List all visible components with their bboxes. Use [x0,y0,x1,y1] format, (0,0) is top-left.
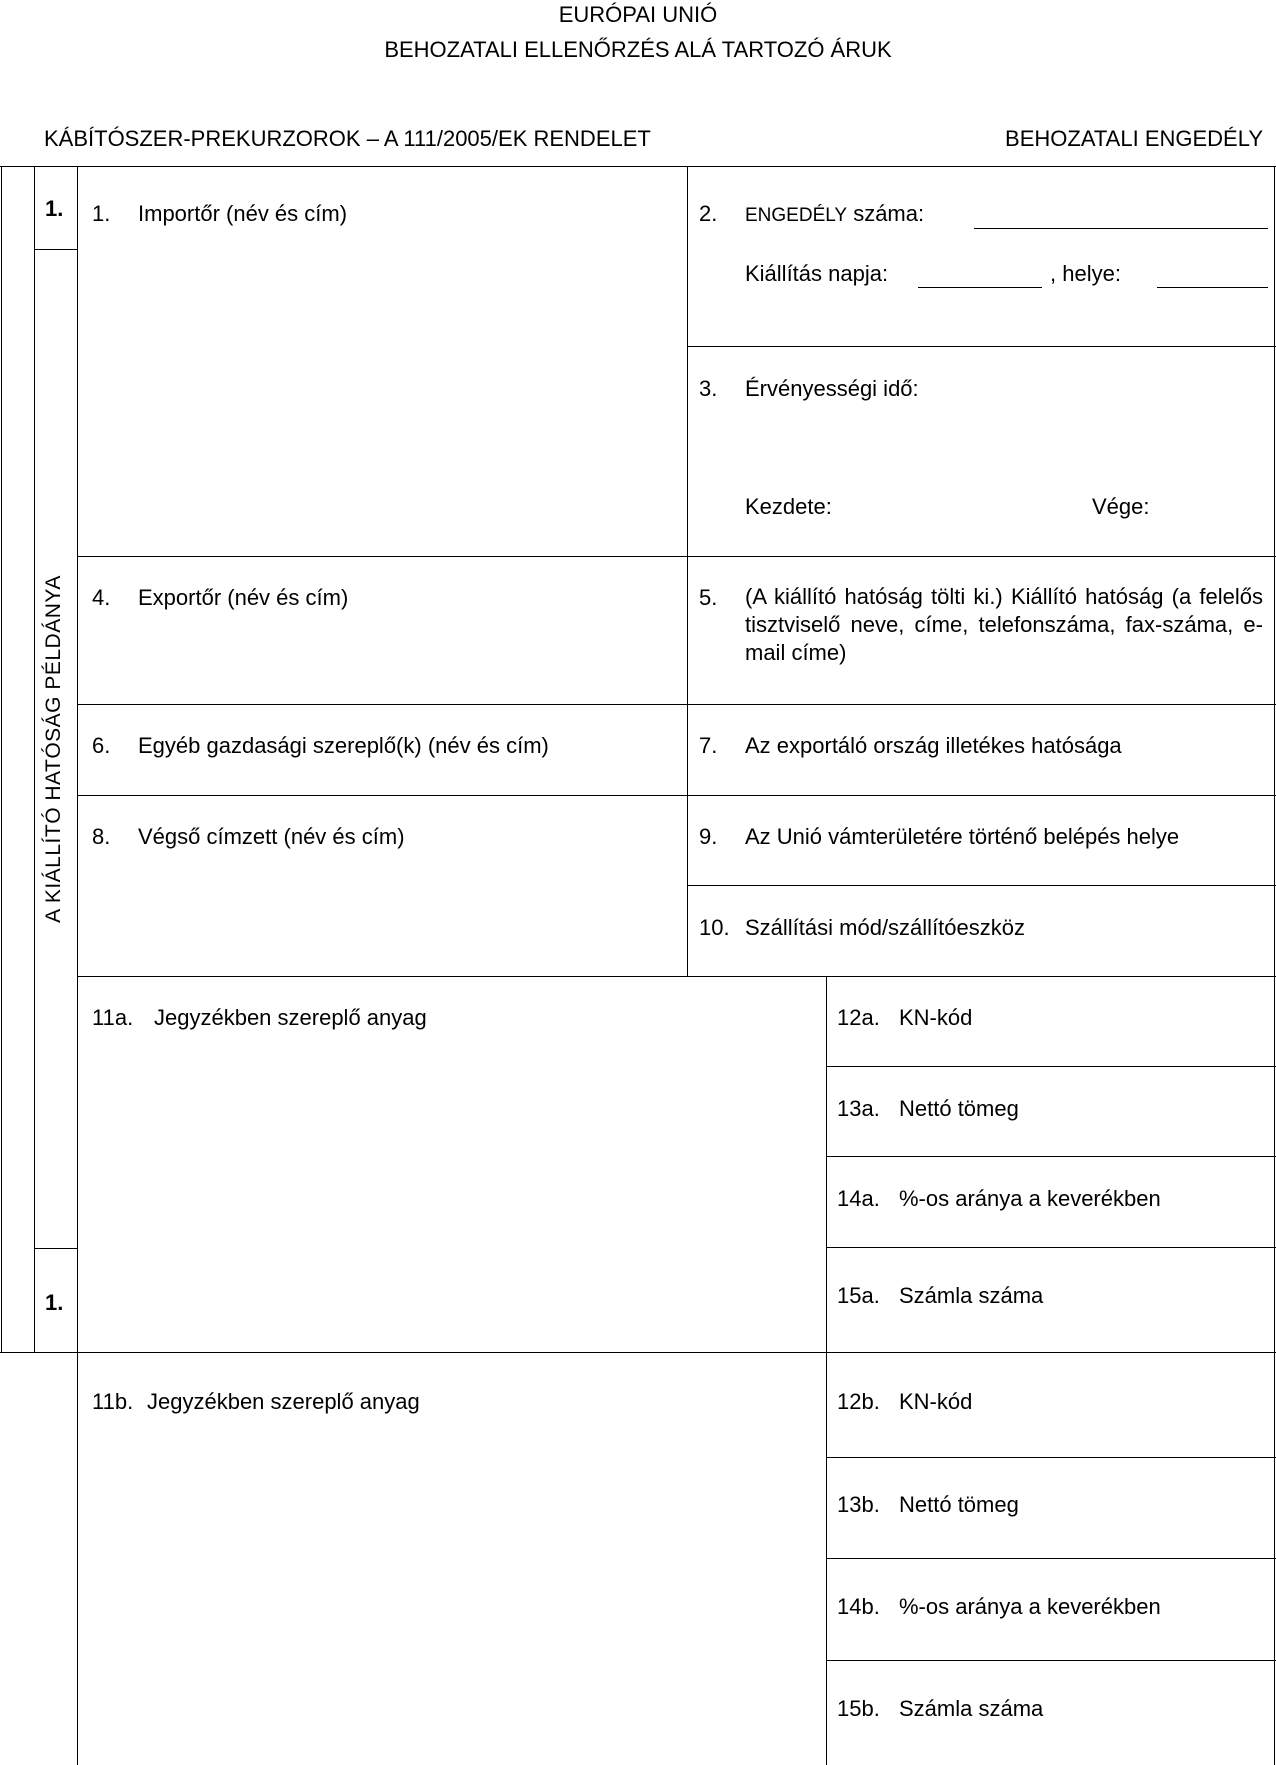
field-transport [699,915,1025,941]
margin-bottom-line [0,1352,78,1353]
field-issuing-authority: (A kiállító hatóság tölti ki.) Kiállító hatóság (a felelős tisztviselő neve, címe, telefonszáma, fax-száma, e-mail címe) [745,584,1263,665]
field-13b-label: Nettó tömeg [899,1492,1019,1517]
field-15b-label: Számla száma [899,1696,1044,1721]
copy-vertical-label: A KIÁLLÍTÓ HATÓSÁG PÉLDÁNYA [42,575,65,923]
field-final-consignee [92,824,405,850]
line-f6-f8 [77,795,1276,796]
issue-place-label: , helye: [1050,261,1121,286]
field-exporter [92,585,348,611]
issue-date-label: Kiállítás napja: [745,261,889,286]
margin-divider-2 [77,166,78,1765]
issue-place-blank [1157,287,1268,288]
line-f13b-f14b [826,1558,1276,1559]
field-invoice-a [837,1283,1043,1309]
field-8-label: Végső címzett (név és cím) [138,824,405,849]
header-subtitle: BEHOZATALI ELLENŐRZÉS ALÁ TARTOZÓ ÁRUK [384,37,892,62]
field-6-number: 6. [92,733,111,758]
field-net-weight-a [837,1096,1019,1122]
field-6-label: Egyéb gazdasági szereplő(k) (név és cím) [138,733,549,758]
upper-center-divider [687,166,688,976]
licence-number-blank [974,228,1268,229]
field-3-number: 3. [699,376,718,401]
field-entry-point [699,824,1179,850]
line-f2-f3 [687,346,1276,347]
line-block-a-b [77,1352,1276,1353]
field-14b-number: 14b. [837,1594,880,1619]
field-importer [92,201,347,227]
line-f12b-f13b [826,1457,1276,1458]
field-11a-label: Jegyzékben szereplő anyag [154,1005,427,1030]
field-13a-label: Nettó tömeg [899,1096,1019,1121]
field-1-number: 1. [92,201,111,226]
header-title: EURÓPAI UNIÓ [558,2,718,27]
field-11b-number: 11b. [92,1389,134,1414]
field-2-number: 2. [699,201,718,226]
form-type-label: BEHOZATALI ENGEDÉLY [1005,126,1263,151]
field-13a-number: 13a. [837,1096,880,1121]
copy-number-top: 1. [45,196,64,221]
field-9-number: 9. [699,824,718,849]
field-2-label-small: ENGEDÉLY [745,205,848,226]
field-5-number: 5. [699,585,718,610]
field-15a-label: Számla száma [899,1283,1044,1308]
field-percentage-b [837,1594,1161,1620]
field-other-operators [92,733,549,759]
line-f14b-f15b [826,1660,1276,1661]
validity-start-label: Kezdete: [745,494,832,519]
field-11b-label: Jegyzékben szereplő anyag [147,1389,420,1414]
margin-divider-1 [34,166,35,1353]
frame-top [0,166,1276,167]
frame-right [1274,166,1275,1765]
field-12b-label: KN-kód [899,1389,973,1414]
line-f3-f4 [77,556,1276,557]
issue-date-blank [918,287,1042,288]
field-15a-number: 15a. [837,1283,880,1308]
field-14a-label: %-os aránya a keverékben [899,1186,1161,1211]
field-validity [699,376,919,402]
field-14a-number: 14a. [837,1186,880,1211]
field-11a-number: 11a. [92,1005,134,1030]
frame-left-outer [1,166,2,1353]
field-1-label: Importőr (név és cím) [138,201,348,226]
field-12b-number: 12b. [837,1389,880,1414]
line-f10-f11a [77,976,1276,977]
validity-end-label: Vége: [1092,494,1150,519]
field-cn-code-b [837,1389,972,1415]
field-13b-number: 13b. [837,1492,880,1517]
copy-number-bottom: 1. [45,1290,64,1315]
field-substance-a [92,1005,427,1031]
field-cn-code-a [837,1005,972,1031]
line-f4-f6 [77,704,1276,705]
regulation-label: KÁBÍTÓSZER-PREKURZOROK – A 111/2005/EK RENDELET [44,126,651,151]
field-12a-label: KN-kód [899,1005,973,1030]
field-8-number: 8. [92,824,111,849]
field-substance-b [92,1389,420,1415]
field-14b-label: %-os aránya a keverékben [899,1594,1161,1619]
field-12a-number: 12a. [837,1005,880,1030]
margin-box-bottom-line [34,1248,77,1249]
field-9-label: Az Unió vámterületére történő belépés helye [745,824,1180,849]
lower-center-divider [826,976,827,1765]
field-4-label: Exportőr (név és cím) [138,585,349,610]
field-invoice-b [837,1696,1043,1722]
field-2-label: száma: [847,201,925,226]
line-f14a-f15a [826,1247,1276,1248]
field-10-number: 10. [699,915,730,940]
line-f9-f10 [687,885,1276,886]
field-percentage-a [837,1186,1161,1212]
margin-box-top-line [34,249,77,250]
field-15b-number: 15b. [837,1696,880,1721]
field-7-number: 7. [699,733,718,758]
field-7-label: Az exportáló ország illetékes hatósága [745,733,1122,758]
field-export-authority [699,733,1122,759]
field-10-label: Szállítási mód/szállítóeszköz [745,915,1025,940]
field-3-label: Érvényességi idő: [745,376,919,401]
line-f12a-f13a [826,1066,1276,1067]
field-net-weight-b [837,1492,1019,1518]
line-f13a-f14a [826,1156,1276,1157]
field-4-number: 4. [92,585,111,610]
field-licence-number [699,201,924,229]
